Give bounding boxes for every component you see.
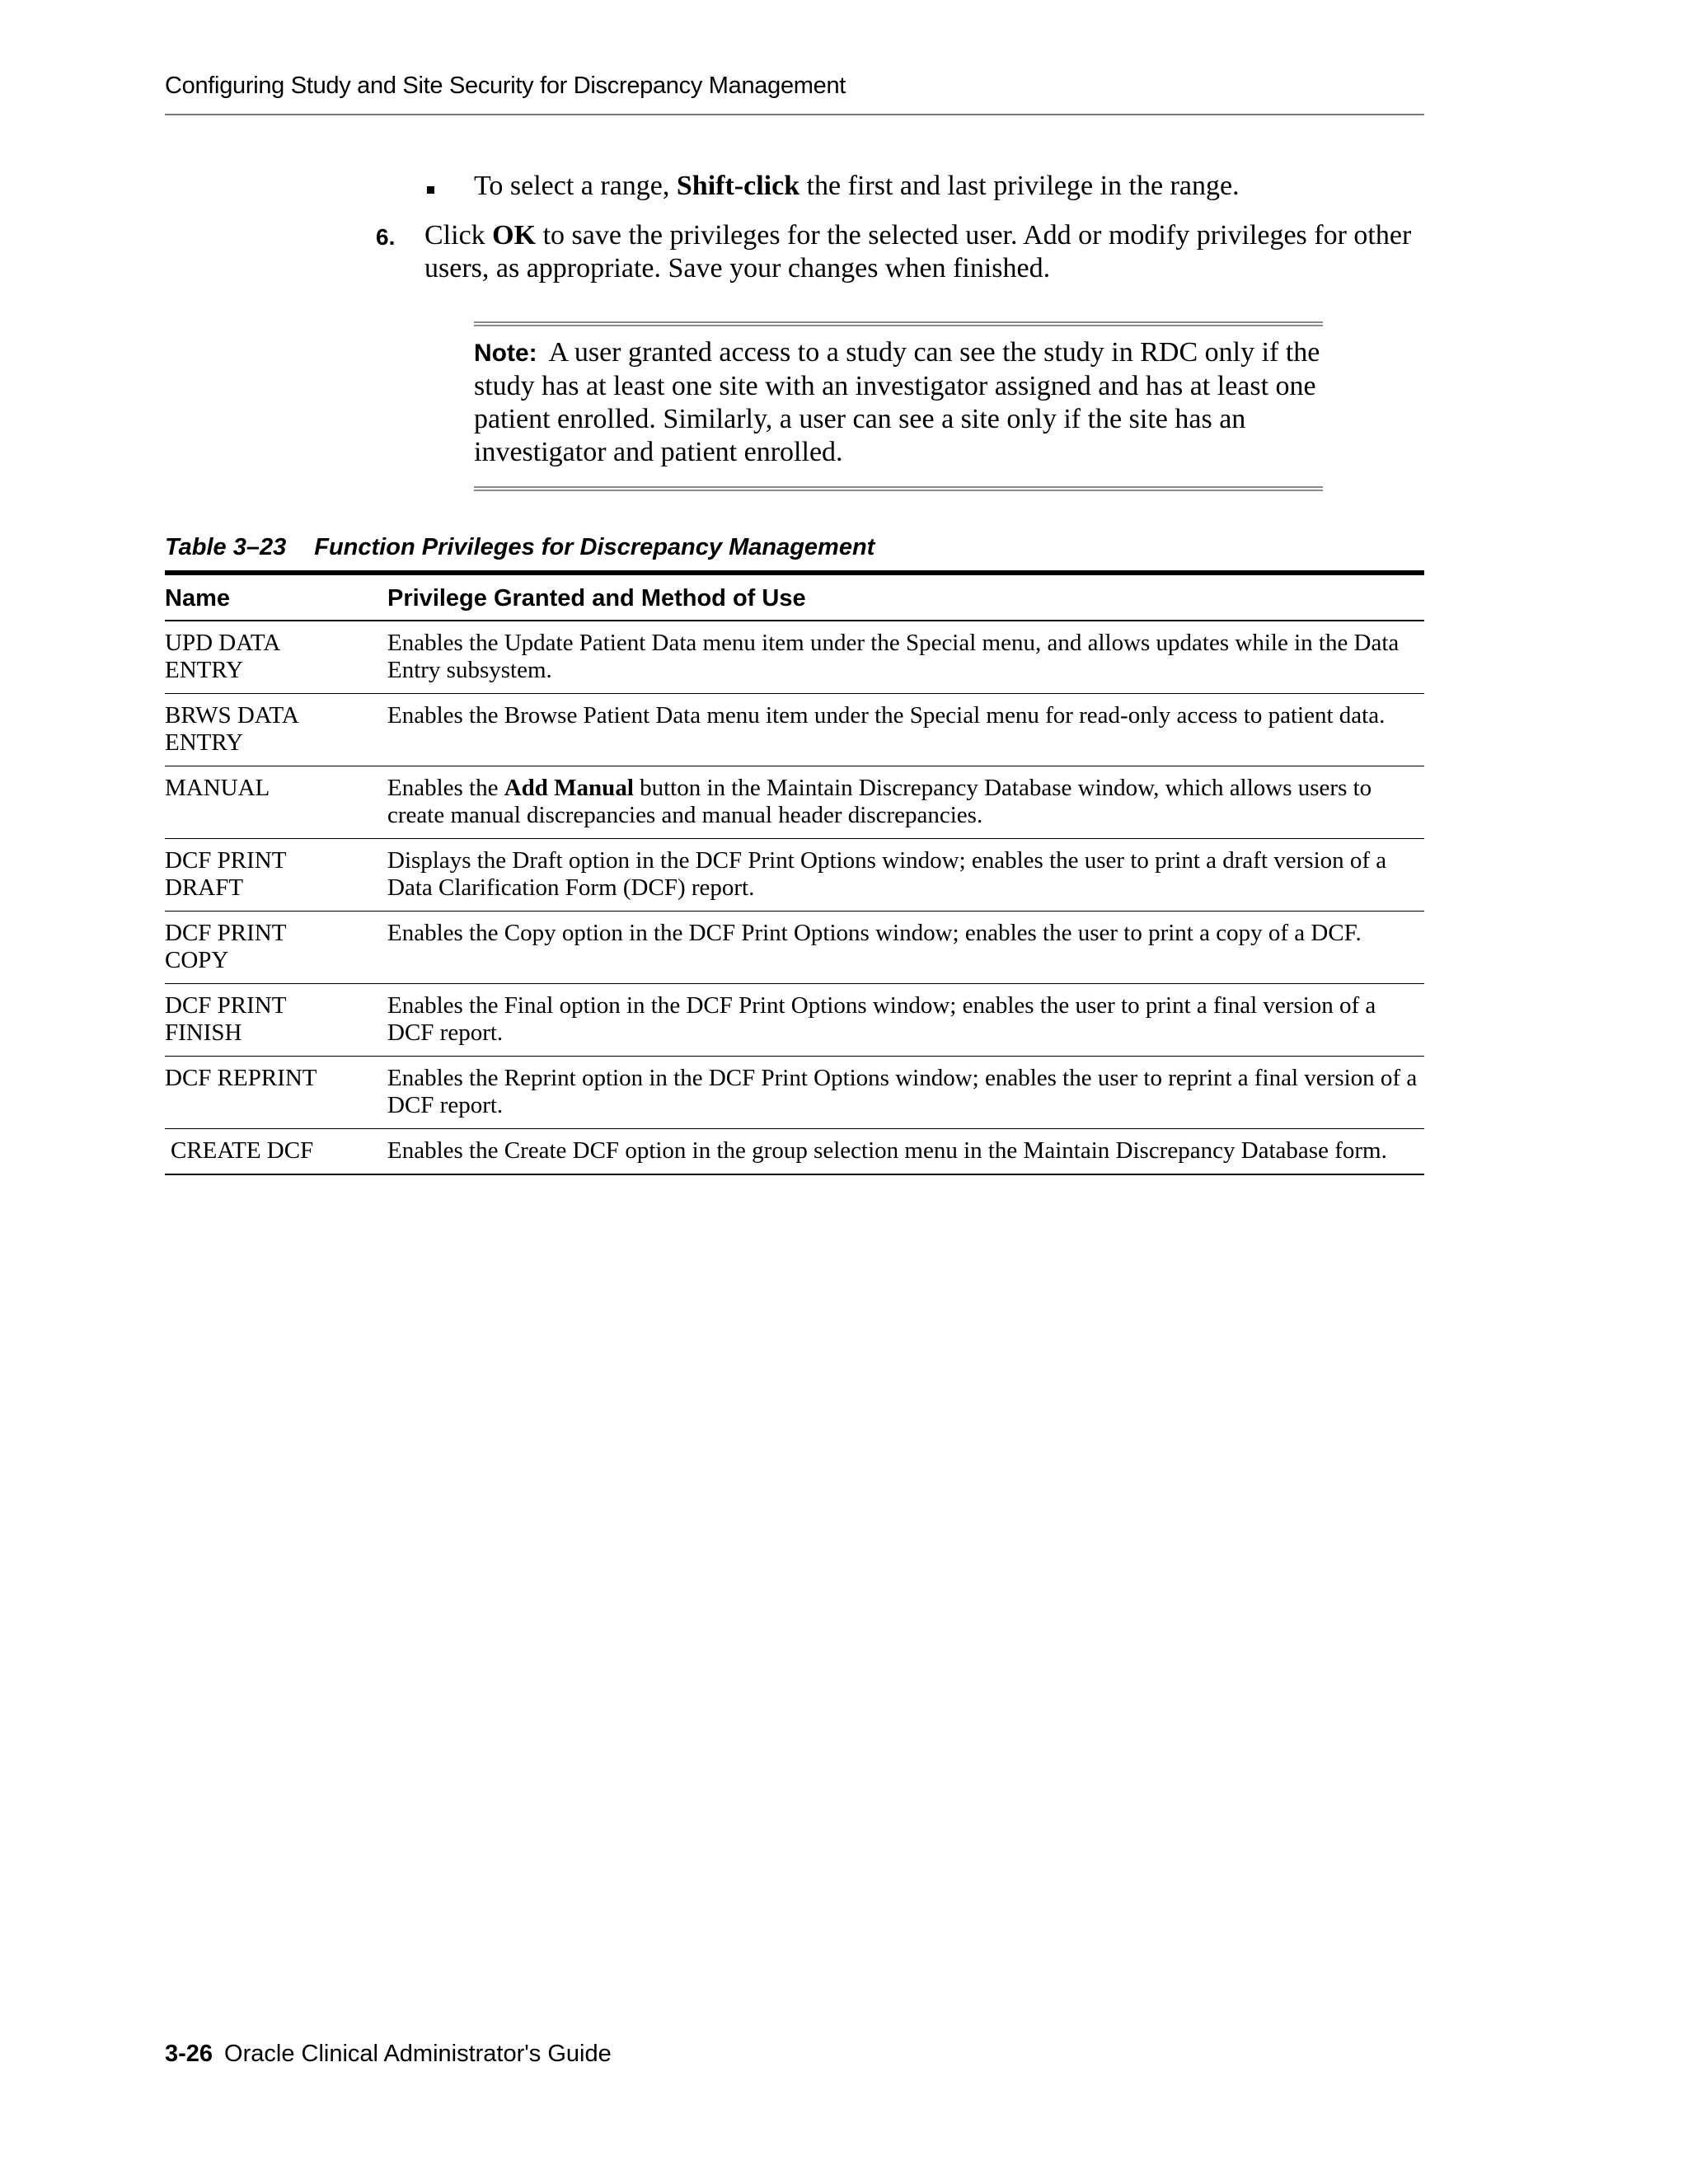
page-footer	[165, 2041, 612, 2068]
privilege-name: DCF REPRINT	[165, 1057, 387, 1129]
privilege-name-line2: DRAFT	[165, 874, 244, 901]
page-number: 3-26	[165, 2041, 213, 2067]
running-header: Configuring Study and Site Security for Discrepancy Management	[165, 73, 846, 99]
table-row	[165, 766, 1424, 839]
privilege-name-line2: COPY	[165, 947, 229, 973]
step-number: 6.	[376, 224, 396, 250]
table-row	[165, 1057, 1424, 1129]
table-header-row	[165, 573, 1424, 621]
bullet-text-before: To select a range,	[474, 171, 677, 201]
column-header-name: Name	[165, 573, 387, 621]
privilege-name	[165, 984, 387, 1057]
privilege-name-line1: BRWS DATA	[165, 702, 299, 729]
step-bold-term: OK	[492, 220, 537, 251]
bullet-square-icon	[427, 186, 434, 194]
table-caption-title: Function Privileges for Discrepancy Management	[314, 534, 875, 560]
privilege-description-after: button in the Maintain Discrepancy Database window, which allows users to create manual discrepancies and manual header discrepancies.	[387, 775, 1372, 828]
privileges-table	[165, 570, 1424, 1175]
table-row	[165, 912, 1424, 984]
step-text	[424, 219, 1430, 285]
privilege-name	[165, 912, 387, 984]
bullet-item	[474, 170, 1240, 203]
table-row	[165, 984, 1424, 1057]
privilege-name-line2: ENTRY	[165, 729, 244, 756]
privilege-description: Enables the Reprint option in the DCF Print Options window; enables the user to reprint a final version of a DCF report.	[387, 1057, 1424, 1129]
note-body: A user granted access to a study can see the study in RDC only if the study has at least one site with an investigator assigned and has at least one patient enrolled. Similarly, a user can see a site only if the site has an investigator and patient enrolled.	[474, 337, 1320, 467]
privilege-name	[165, 694, 387, 766]
privilege-description: Enables the Browse Patient Data menu item under the Special menu for read-only access to patient data.	[387, 694, 1424, 766]
table-row	[165, 621, 1424, 694]
note-top-rule	[474, 321, 1323, 326]
privilege-name: CREATE DCF	[165, 1129, 387, 1175]
note-label: Note:	[474, 340, 537, 367]
privilege-description: Displays the Draft option in the DCF Print Options window; enables the user to print a draft version of a Data Clarification Form (DCF) report.	[387, 839, 1424, 912]
table-row	[165, 694, 1424, 766]
step-text-after: to save the privileges for the selected user. Add or modify privileges for other users, as appropriate. Save your changes when finished.	[424, 220, 1412, 284]
book-title: Oracle Clinical Administrator's Guide	[224, 2041, 612, 2067]
privilege-name-line2: ENTRY	[165, 657, 244, 683]
privilege-name-line2: FINISH	[165, 1019, 242, 1046]
table-caption-number: Table 3–23	[165, 534, 287, 560]
privilege-name-line1: DCF PRINT	[165, 847, 287, 874]
bullet-text-after: the first and last privilege in the range.	[799, 171, 1240, 201]
header-divider	[165, 114, 1424, 115]
privilege-description	[387, 766, 1424, 839]
privilege-description: Enables the Final option in the DCF Print Options window; enables the user to print a final version of a DCF report.	[387, 984, 1424, 1057]
privilege-description-bold: Add Manual	[504, 775, 634, 801]
table-row	[165, 839, 1424, 912]
privilege-name: MANUAL	[165, 766, 387, 839]
privilege-description: Enables the Copy option in the DCF Print Options window; enables the user to print a copy of a DCF.	[387, 912, 1424, 984]
table-row	[165, 1129, 1424, 1175]
note-box	[474, 321, 1323, 491]
column-header-privilege: Privilege Granted and Method of Use	[387, 573, 1424, 621]
privilege-name-line1: DCF PRINT	[165, 992, 287, 1019]
privilege-description: Enables the Update Patient Data menu item under the Special menu, and allows updates while in the Data Entry subsystem.	[387, 621, 1424, 694]
note-bottom-rule	[474, 486, 1323, 491]
privilege-name	[165, 621, 387, 694]
privilege-description: Enables the Create DCF option in the group selection menu in the Maintain Discrepancy Database form.	[387, 1129, 1424, 1175]
privilege-name-line1: DCF PRINT	[165, 920, 287, 946]
table-caption	[165, 534, 874, 561]
step-text-before: Click	[424, 220, 493, 251]
privilege-name	[165, 839, 387, 912]
privilege-description-before: Enables the	[387, 775, 504, 801]
note-text	[474, 336, 1323, 469]
bullet-bold-term: Shift-click	[676, 171, 800, 201]
privilege-name-line1: UPD DATA	[165, 630, 281, 656]
